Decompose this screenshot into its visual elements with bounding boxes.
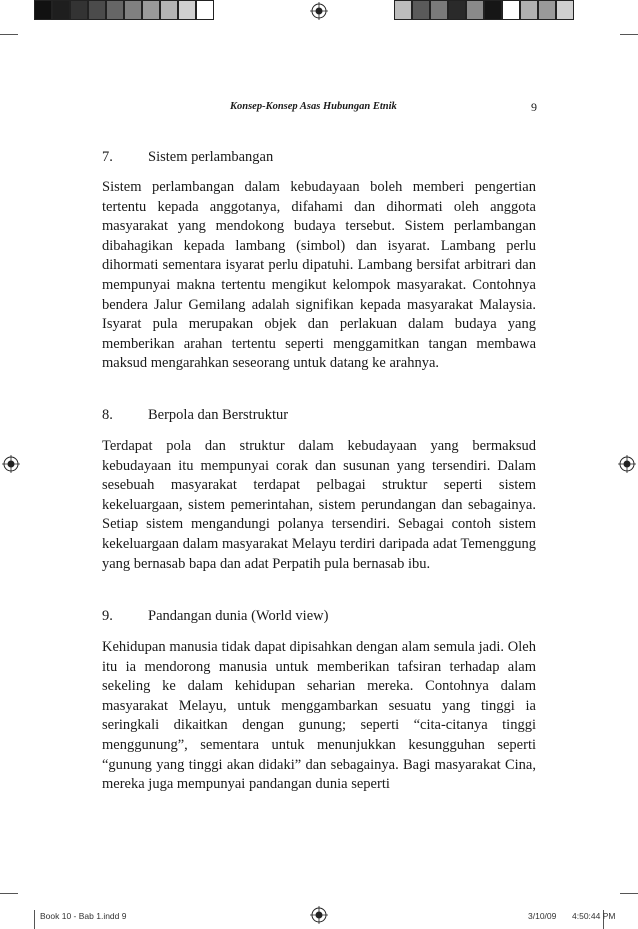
- slug-time: 4:50:44 PM: [572, 911, 616, 921]
- color-swatch: [34, 0, 52, 20]
- color-swatch: [106, 0, 124, 20]
- registration-mark-icon: [618, 455, 636, 473]
- section-title: Pandangan dunia (World view): [148, 608, 329, 624]
- color-swatch: [160, 0, 178, 20]
- color-swatch: [448, 0, 466, 20]
- color-swatch: [178, 0, 196, 20]
- section-number: 8.: [102, 407, 113, 423]
- slug-filename: Book 10 - Bab 1.indd 9: [40, 911, 127, 921]
- section-heading: [102, 608, 328, 625]
- section-body: Sistem perlambangan dalam kebudayaan boleh memberi pengertian tertentu kepada anggotanya, difahami dan dihormati oleh anggota masyarakat yang mendokong budaya tersebut. Sistem perlambangan dibahagikan kepada lambang (simbol) dan isyarat. Lambang perlu dihormati sementara isyarat perlu dipatuhi. Lambang bersifat arbitrari dan mempunyai makna tertentu mengikut kelompok masyarakat. Contohnya bendera Jalur Gemilang adalah signifikan kepada masyarakat Malaysia. Isyarat pula merupakan objek dan perlakuan dalam budaya yang memberikan arahan tertentu seperti menggamitkan tangan membawa maksud mengarahkan seseorang untuk datang ke arahnya.: [102, 179, 536, 372]
- section-heading: [102, 149, 273, 166]
- crop-mark: [620, 893, 638, 894]
- color-swatch: [556, 0, 574, 20]
- color-calibration-bar-right: [394, 0, 574, 20]
- section-title: Berpola dan Berstruktur: [148, 407, 289, 423]
- color-swatch: [484, 0, 502, 20]
- color-swatch: [520, 0, 538, 20]
- color-swatch: [466, 0, 484, 20]
- color-swatch: [430, 0, 448, 20]
- color-swatch: [52, 0, 70, 20]
- crop-mark: [620, 34, 638, 35]
- color-swatch: [88, 0, 106, 20]
- section-number: 9.: [102, 608, 113, 624]
- color-swatch: [538, 0, 556, 20]
- section-heading: [102, 407, 288, 424]
- crop-mark: [0, 34, 18, 35]
- registration-mark-icon: [2, 455, 20, 473]
- registration-mark-icon: [310, 906, 328, 924]
- color-swatch: [502, 0, 520, 20]
- crop-mark: [0, 893, 18, 894]
- section-body: Terdapat pola dan struktur dalam kebudayaan yang bermaksud kebudayaan itu mempunyai corak dan susunan yang tersendiri. Dalam sesebuah masyarakat terdapat pelbagai struktur seperti sistem kekeluargaan, sistem pemerintahan, sistem perundangan dan sebagainya. Setiap sistem mengandungi polanya tersendiri. Sebagai contoh sistem kekeluargaan dalam masyarakat Melayu terdiri daripada adat Temenggung yang bernasab bapa dan adat Perpatih pula bernasab ibu.: [102, 438, 536, 572]
- color-swatch: [142, 0, 160, 20]
- registration-mark-icon: [310, 2, 328, 20]
- color-swatch: [412, 0, 430, 20]
- color-swatch: [394, 0, 412, 20]
- color-calibration-bar-left: [34, 0, 214, 20]
- color-swatch: [70, 0, 88, 20]
- crop-mark: [34, 910, 35, 929]
- section-body: Kehidupan manusia tidak dapat dipisahkan dengan alam semula jadi. Oleh itu ia mendorong manusia untuk memberikan tafsiran terhadap alam sekeling ke dalam kehidupan seharian mereka. Contohnya dalam masyarakat Melayu, untuk menggambarkan sesuatu yang tinggi ia seringkali dikaitkan dengan gunung; seperti “cita-citanya tinggi menggunung”, sementara untuk menunjukkan kesungguhan seperti “gunung yang tinggi akan didaki” dan sebagainya. Bagi masyarakat Cina, mereka juga mempunyai pandangan dunia seperti: [102, 639, 536, 793]
- page-number: 9: [531, 100, 537, 114]
- color-swatch: [124, 0, 142, 20]
- section-number: 7.: [102, 149, 113, 165]
- section-title: Sistem perlambangan: [148, 149, 274, 165]
- color-swatch: [196, 0, 214, 20]
- running-header-title: Konsep-Konsep Asas Hubungan Etnik: [230, 101, 397, 112]
- slug-date: 3/10/09: [528, 911, 557, 921]
